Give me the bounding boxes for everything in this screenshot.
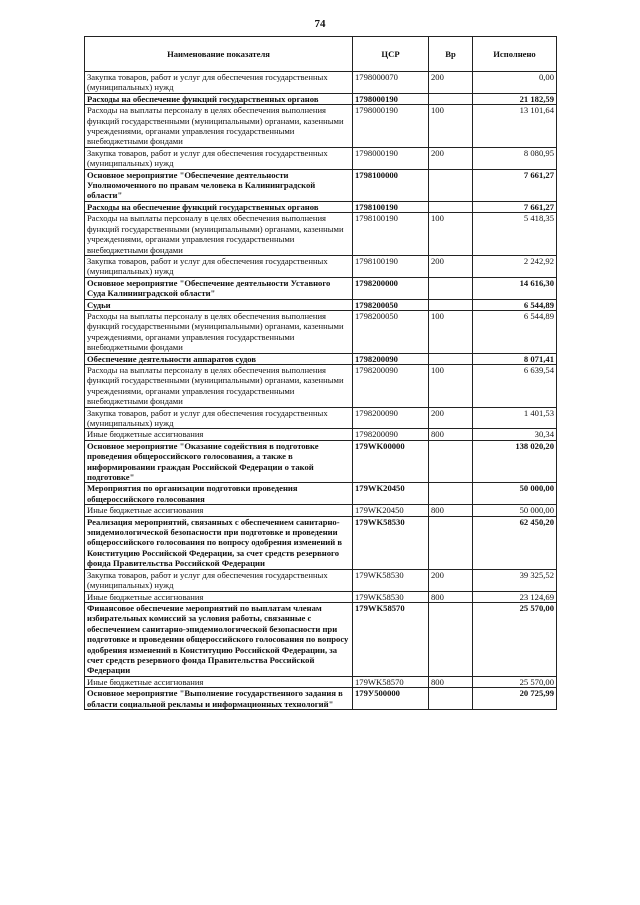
row-vr-cell [429, 299, 473, 310]
row-vr-cell: 200 [429, 147, 473, 169]
row-vr-cell: 100 [429, 105, 473, 148]
row-sum-cell: 62 450,20 [473, 516, 557, 569]
row-name-cell: Основное мероприятие "Выполнение государственного задания в области социальной рекламы и информационных технологий" [85, 688, 353, 710]
row-name-cell: Расходы на выплаты персоналу в целях обеспечения выполнения функций государственными (муниципальными) органами, казенными учреждениями, органами управления государственными внебюджетными фондами [85, 310, 353, 353]
row-name-cell: Основное мероприятие "Обеспечение деятельности Уполномоченного по правам человека в Калининградской области" [85, 169, 353, 201]
row-vr-cell [429, 353, 473, 364]
row-csr-cell: 1798000070 [353, 72, 429, 94]
row-csr-cell: 1798100000 [353, 169, 429, 201]
row-name-cell: Расходы на выплаты персоналу в целях обеспечения выполнения функций государственными (муниципальными) органами, казенными учреждениями, органами управления государственными внебюджетными фондами [85, 213, 353, 256]
table-row [85, 147, 557, 169]
column-header-csr: ЦСР [353, 37, 429, 72]
table-row [85, 255, 557, 277]
row-name-cell: Основное мероприятие "Обеспечение деятельности Уставного Суда Калининградской области" [85, 277, 353, 299]
table-row [85, 407, 557, 429]
row-name-cell: Закупка товаров, работ и услуг для обеспечения государственных (муниципальных) нужд [85, 147, 353, 169]
row-name-cell: Финансовое обеспечение мероприятий по выплатам членам избирательных комиссий за условия работы, связанные с обеспечением санитарно-эпидемиологической безопасности при подготовке и проведении общероссийского голосования по вопросу одобрения изменений в Конституцию Российской Федерации, за счет средств резервного фонда Правительства Российской Федерации [85, 602, 353, 676]
row-vr-cell: 800 [429, 505, 473, 516]
column-header-name: Наименование показателя [85, 37, 353, 72]
row-csr-cell: 1798100190 [353, 255, 429, 277]
row-sum-cell: 7 661,27 [473, 169, 557, 201]
row-sum-cell: 2 242,92 [473, 255, 557, 277]
row-sum-cell: 13 101,64 [473, 105, 557, 148]
row-name-cell: Расходы на обеспечение функций государственных органов [85, 93, 353, 104]
row-sum-cell: 14 616,30 [473, 277, 557, 299]
row-sum-cell: 23 124,69 [473, 591, 557, 602]
row-sum-cell: 6 544,89 [473, 310, 557, 353]
table-row [85, 310, 557, 353]
table-row [85, 169, 557, 201]
row-csr-cell: 1798200050 [353, 299, 429, 310]
row-vr-cell [429, 602, 473, 676]
row-vr-cell: 100 [429, 364, 473, 407]
row-sum-cell: 8 080,95 [473, 147, 557, 169]
row-sum-cell: 50 000,00 [473, 505, 557, 516]
row-csr-cell: 1798000190 [353, 93, 429, 104]
row-sum-cell: 6 544,89 [473, 299, 557, 310]
table-row [85, 602, 557, 676]
table-row [85, 277, 557, 299]
row-name-cell: Расходы на обеспечение функций государственных органов [85, 201, 353, 212]
row-name-cell: Обеспечение деятельности аппаратов судов [85, 353, 353, 364]
row-name-cell: Иные бюджетные ассигнования [85, 591, 353, 602]
row-vr-cell [429, 516, 473, 569]
row-name-cell: Основное мероприятие "Оказание содействия в подготовке проведения общероссийского голосования, а также в информировании граждан Российской Федерации о такой подготовке" [85, 440, 353, 483]
row-sum-cell: 39 325,52 [473, 569, 557, 591]
row-sum-cell: 30,34 [473, 429, 557, 440]
row-name-cell: Закупка товаров, работ и услуг для обеспечения государственных (муниципальных) нужд [85, 72, 353, 94]
row-csr-cell: 1798100190 [353, 213, 429, 256]
row-csr-cell: 1798200050 [353, 310, 429, 353]
row-vr-cell [429, 93, 473, 104]
row-sum-cell: 8 071,41 [473, 353, 557, 364]
row-sum-cell: 6 639,54 [473, 364, 557, 407]
row-vr-cell: 200 [429, 407, 473, 429]
column-header-vr: Вр [429, 37, 473, 72]
table-row [85, 440, 557, 483]
row-csr-cell: 1798100190 [353, 201, 429, 212]
table-row [85, 688, 557, 710]
row-csr-cell: 179WK58530 [353, 591, 429, 602]
row-csr-cell: 1798000190 [353, 105, 429, 148]
row-name-cell: Судьи [85, 299, 353, 310]
row-csr-cell: 1798200000 [353, 277, 429, 299]
row-csr-cell: 179WK58570 [353, 602, 429, 676]
table-row [85, 483, 557, 505]
row-name-cell: Расходы на выплаты персоналу в целях обеспечения выполнения функций государственными (муниципальными) органами, казенными учреждениями, органами управления государственными внебюджетными фондами [85, 105, 353, 148]
column-header-sum: Исполнено [473, 37, 557, 72]
row-sum-cell: 21 182,59 [473, 93, 557, 104]
row-name-cell: Закупка товаров, работ и услуг для обеспечения государственных (муниципальных) нужд [85, 569, 353, 591]
row-name-cell: Реализация мероприятий, связанных с обеспечением санитарно-эпидемиологической безопасности при подготовке и проведении общероссийского голосования по вопросу одобрения изменений в Конституцию Российской Федерации, за счет средств резервного фонда Правительства Российской Федерации [85, 516, 353, 569]
page-number: 74 [314, 18, 326, 30]
row-sum-cell: 0,00 [473, 72, 557, 94]
table-row [85, 429, 557, 440]
row-vr-cell: 800 [429, 429, 473, 440]
row-csr-cell: 179WK58570 [353, 676, 429, 687]
table-row [85, 72, 557, 94]
row-sum-cell: 7 661,27 [473, 201, 557, 212]
row-sum-cell: 50 000,00 [473, 483, 557, 505]
budget-execution-table [84, 36, 557, 710]
table-row [85, 591, 557, 602]
row-vr-cell [429, 201, 473, 212]
row-csr-cell: 179WK20450 [353, 483, 429, 505]
row-vr-cell [429, 169, 473, 201]
row-vr-cell: 200 [429, 255, 473, 277]
row-vr-cell: 200 [429, 569, 473, 591]
row-vr-cell [429, 688, 473, 710]
table-row [85, 505, 557, 516]
table-row [85, 569, 557, 591]
table-row [85, 353, 557, 364]
row-vr-cell: 200 [429, 72, 473, 94]
row-sum-cell: 138 020,20 [473, 440, 557, 483]
table-row [85, 516, 557, 569]
row-name-cell: Иные бюджетные ассигнования [85, 505, 353, 516]
row-csr-cell: 1798200090 [353, 407, 429, 429]
row-sum-cell: 5 418,35 [473, 213, 557, 256]
row-name-cell: Закупка товаров, работ и услуг для обеспечения государственных (муниципальных) нужд [85, 255, 353, 277]
row-sum-cell: 25 570,00 [473, 676, 557, 687]
row-name-cell: Мероприятия по организации подготовки проведения общероссийского голосования [85, 483, 353, 505]
table-row [85, 676, 557, 687]
row-name-cell: Иные бюджетные ассигнования [85, 429, 353, 440]
row-vr-cell [429, 440, 473, 483]
table-row [85, 201, 557, 212]
row-csr-cell: 1798200090 [353, 353, 429, 364]
row-csr-cell: 1798200090 [353, 364, 429, 407]
table-row [85, 105, 557, 148]
row-vr-cell: 100 [429, 310, 473, 353]
row-csr-cell: 1798000190 [353, 147, 429, 169]
row-sum-cell: 25 570,00 [473, 602, 557, 676]
row-vr-cell [429, 483, 473, 505]
row-csr-cell: 179WK00000 [353, 440, 429, 483]
row-csr-cell: 179WK58530 [353, 516, 429, 569]
table-row [85, 93, 557, 104]
row-vr-cell: 800 [429, 676, 473, 687]
row-sum-cell: 1 401,53 [473, 407, 557, 429]
table-header-row [85, 37, 557, 72]
row-name-cell: Расходы на выплаты персоналу в целях обеспечения выполнения функций государственными (муниципальными) органами, казенными учреждениями, органами управления государственными внебюджетными фондами [85, 364, 353, 407]
table-row [85, 299, 557, 310]
row-vr-cell [429, 277, 473, 299]
table-row [85, 213, 557, 256]
row-vr-cell: 100 [429, 213, 473, 256]
table-row [85, 364, 557, 407]
row-sum-cell: 20 725,99 [473, 688, 557, 710]
row-csr-cell: 179WK20450 [353, 505, 429, 516]
row-csr-cell: 179У500000 [353, 688, 429, 710]
row-vr-cell: 800 [429, 591, 473, 602]
row-name-cell: Закупка товаров, работ и услуг для обеспечения государственных (муниципальных) нужд [85, 407, 353, 429]
row-csr-cell: 1798200090 [353, 429, 429, 440]
row-csr-cell: 179WK58530 [353, 569, 429, 591]
table-body [85, 72, 557, 710]
row-name-cell: Иные бюджетные ассигнования [85, 676, 353, 687]
